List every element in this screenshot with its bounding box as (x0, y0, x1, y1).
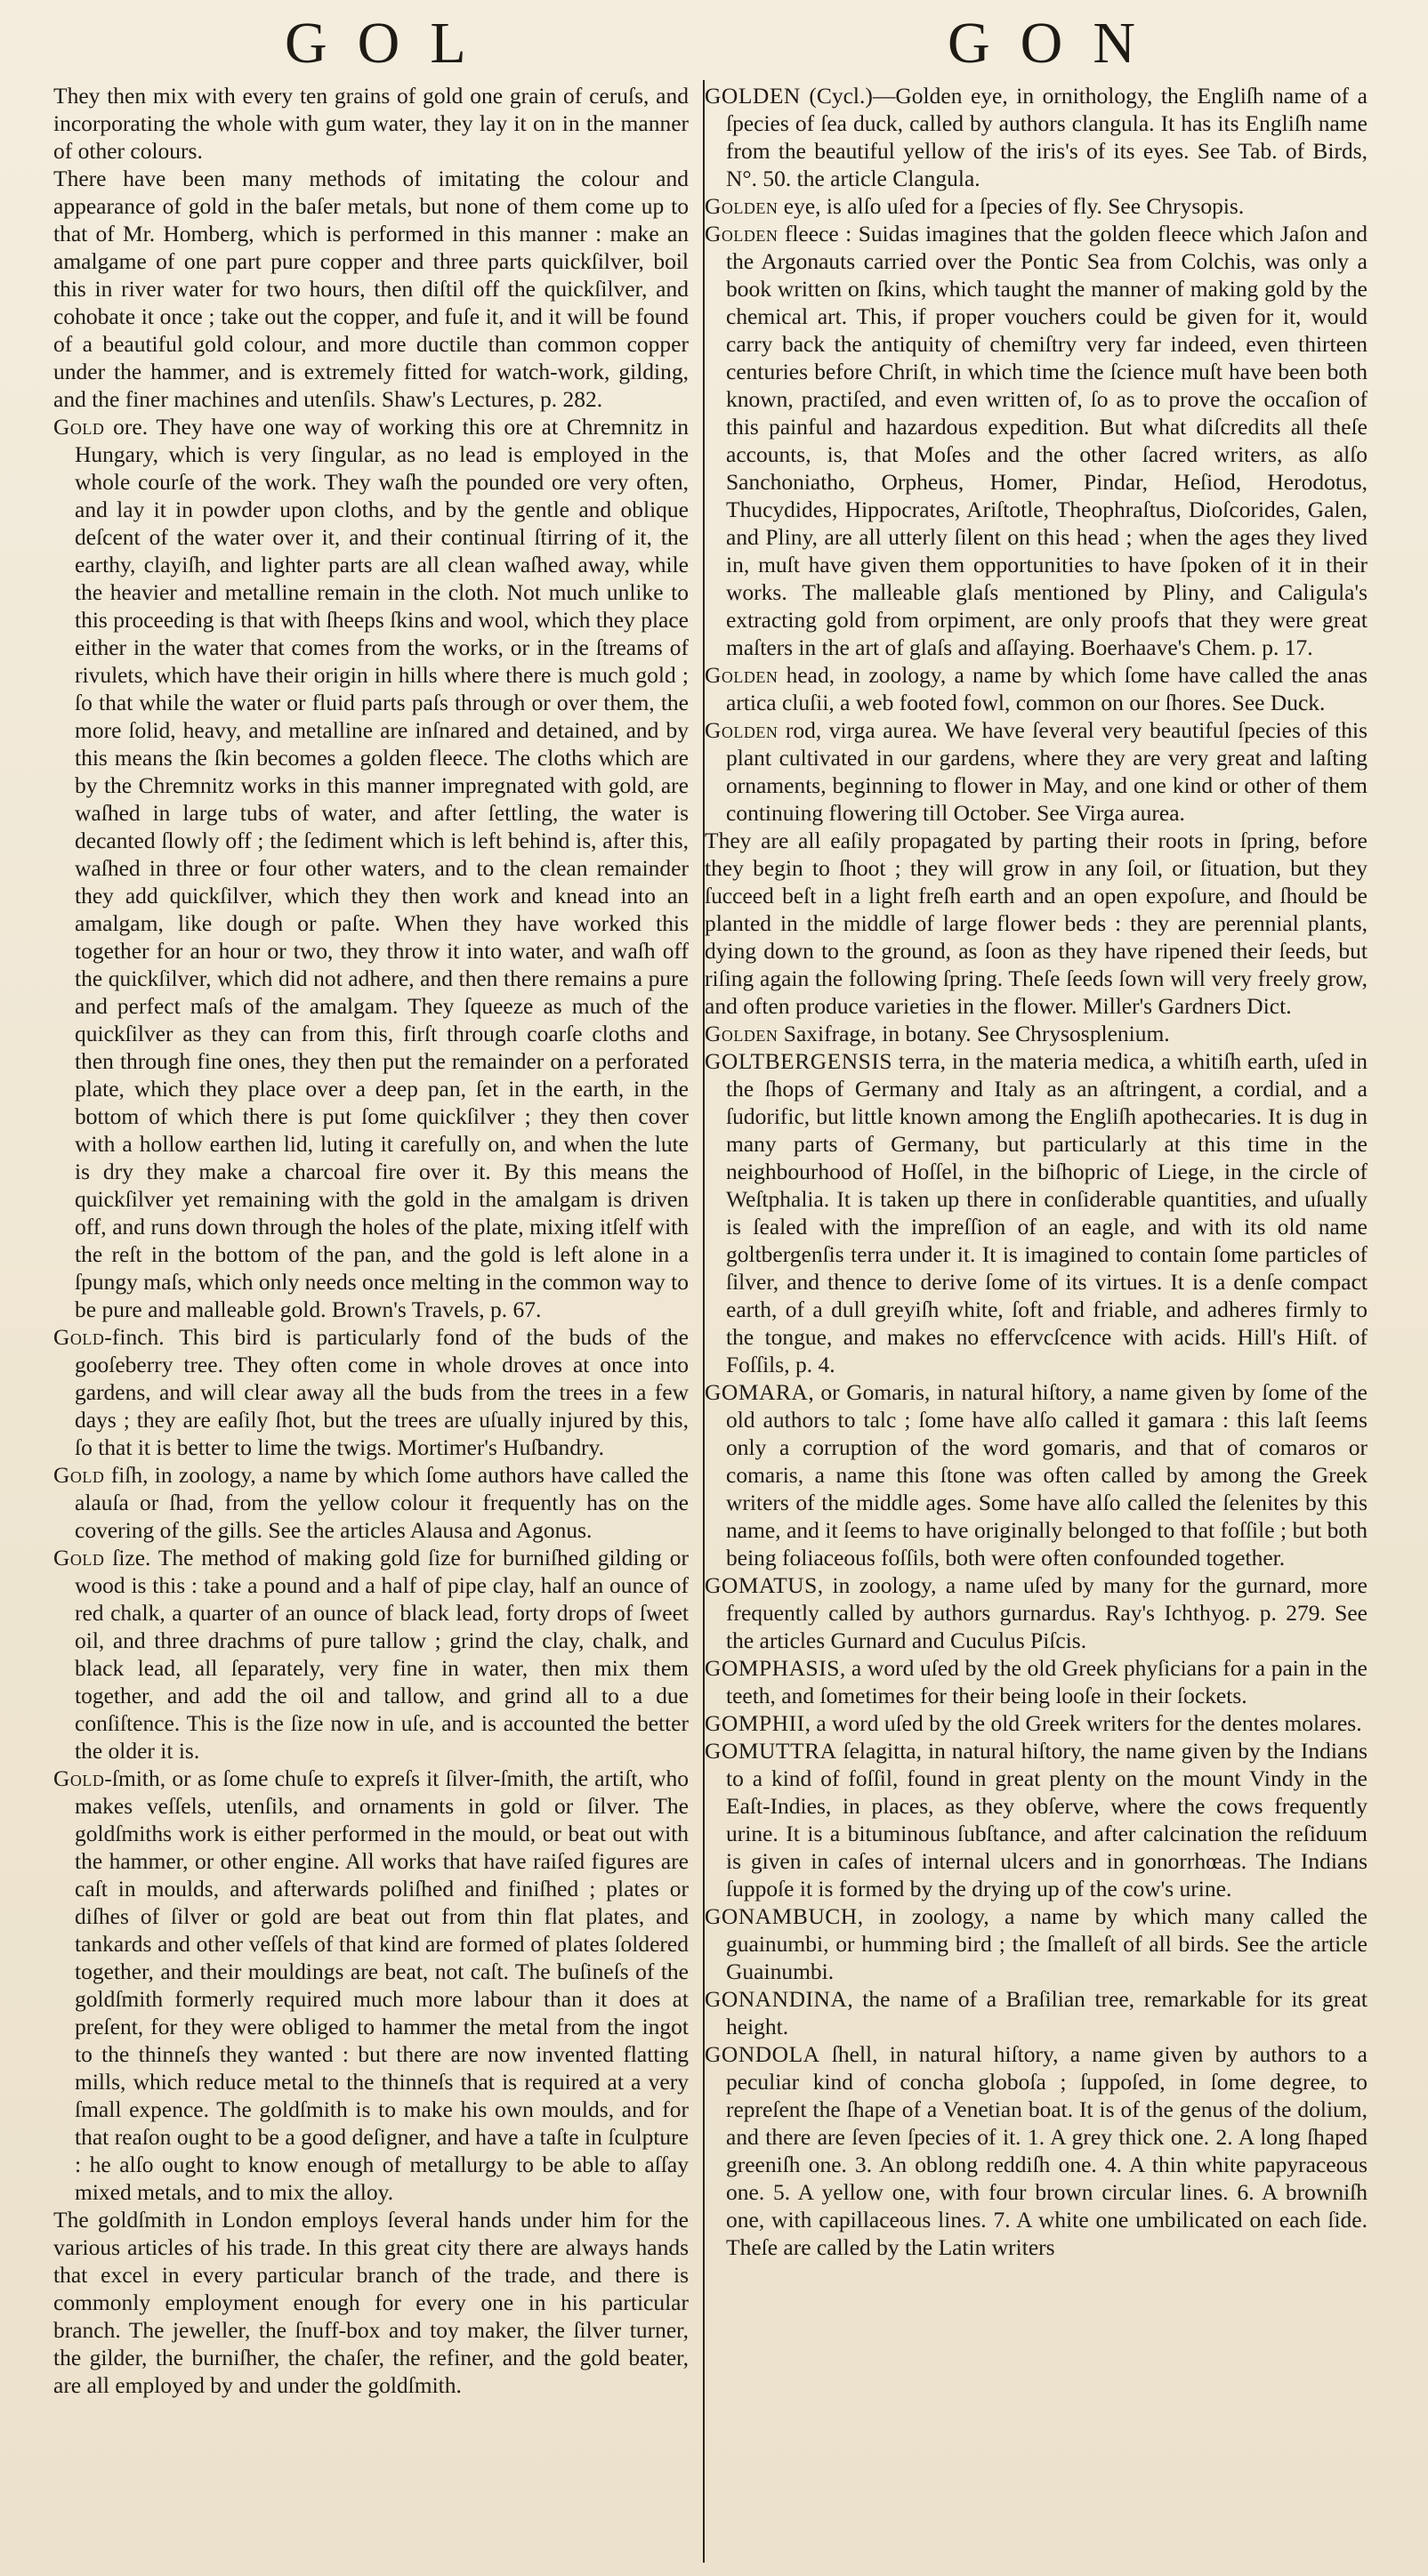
entry-headword: GONAMBUCH (705, 1903, 858, 1929)
entry-headword: GONDOLA (705, 2041, 820, 2067)
entry-text: , a word uſed by the old Greek phyſicians for a pain in the teeth, and ſometimes for their being looſe in their ſockets. (726, 1655, 1367, 1708)
entry-text: terra, in the materia medica, a whitiſh earth, uſed in the ſhops of Germany and Italy as an aſtringent, a cordial, and a ſudorific, but little known among the Engliſh apothecaries. It is dug in many parts of Germany, but particularly at this time in the neighbourhood of Hoſſel, in the biſhopric of Liege, in the circle of Weſtphalia. It is taken up there in conſiderable quantities, and uſually is ſealed with the impreſſion of an eagle, and with its old name goltbergenſis terra under it. It is imagined to contain ſome particles of ſilver, and thence to derive ſome of its virtues. It is a denſe compact earth, of a dull greyiſh white, ſoft and friable, and adheres firmly to the tongue, and makes no effervcſcence with acids. Hill's Hiſt. of Foſſils, p. 4. (726, 1048, 1367, 1377)
entry-headword: Gold (53, 1324, 105, 1350)
entry-text: , or Gomaris, in natural hiſtory, a name given by ſome of the old authors to talc ; ſome have alſo called it gamara : this laſt ſeems only a corruption of the word gomaris, and that of comaros or comaris, a name this ſtone was often called by among the Greek writers of the middle ages. Some have alſo called the ſelenites by this name, and it ſeems to have originally belonged to that foſſile ; but both being foliaceous foſſils, both were often confounded together. (726, 1379, 1367, 1571)
entry-text: , the name of a Braſilian tree, remarkable for its great height. (726, 1986, 1367, 2039)
dictionary-entry (705, 1571, 1367, 1654)
dictionary-entry (705, 1709, 1367, 1737)
entry-text: fleece : Suidas imagines that the golden fleece which Jaſon and the Argonauts carried over the Pontic Sea from Colchis, was only a book written on ſkins, which taught the manner of making gold by the chemical art. This, if proper vouchers could be given for it, would carry back the antiquity of chemiſtry very far indeed, even thirteen centuries before Chriſt, in which time the ſcience muſt have been both known, practiſed, and even written of, ſo as to prove the occaſion of this painful and hazardous expedition. But what diſcredits all theſe accounts, is, that Moſes and the other ſacred writers, as alſo Sanchoniatho, Orpheus, Homer, Pindar, Heſiod, Herodotus, Thucydides, Hippocrates, Ariſtotle, Theophraſtus, Dioſcorides, Galen, and Pliny, are all utterly ſilent on this head ; when the ages they lived in, muſt have given them opportunities to have ſpoken of it in their works. The malleable glaſs mentioned by Pliny, and Caligula's extracting gold from orpiment, are only proofs that they were great maſters in the art of glaſs and aſſaying. Boerhaave's Chem. p. 17. (726, 221, 1367, 660)
dictionary-entry (705, 82, 1367, 192)
right-column (705, 82, 1367, 2261)
running-head-right: GON (948, 11, 1166, 76)
entry-text: head, in zoology, a name by which ſome have called the anas artica cluſii, a web footed fowl, common on our ſhores. See Duck. (726, 662, 1367, 715)
entry-text: -ſmith, or as ſome chuſe to expreſs it ſilver-ſmith, the artiſt, who makes veſſels, utenſils, and ornaments in gold or ſilver. The goldſmiths work is either performed in the mould, or beat out with the hammer, or other engine. All works that have raiſed figures are caſt in moulds, and afterwards poliſhed and finiſhed ; plates or diſhes of ſilver or gold are beat out from thin flat plates, and tankards and other veſſels of that kind are formed of plates ſoldered together, and their mouldings are beat, not caſt. The buſineſs of the goldſmith formerly required much more labour than it does at preſent, for they were obliged to hammer the metal from the ingot to the thinneſs they wanted : but there are now invented flatting mills, which reduce metal to the thinneſs that is required at a very ſmall expence. The goldſmith is to make his own moulds, and for that reaſon ought to be a good deſigner, and have a taſte in ſculpture : he alſo ought to know enough of metallurgy to be able to aſſay mixed metals, and to mix the alloy. (75, 1765, 689, 2205)
dictionary-entry (705, 1378, 1367, 1571)
entry-headword: Golden (705, 221, 779, 246)
entry-text: eye, is alſo uſed for a ſpecies of fly. See Chrysopis. (778, 193, 1245, 219)
entry-text: -finch. This bird is particularly fond of the buds of the gooſeberry tree. They often come in whole droves at once into gardens, and will clear away all the buds from the trees in a few days ; they are eaſily ſhot, but the trees are uſually injured by this, ſo that it is better to lime the twigs. Mortimer's Huſbandry. (75, 1324, 689, 1460)
entry-text: fiſh, in zoology, a name by which ſome authors have called the alauſa or ſhad, from the yellow colour it frequently has on the covering of the gills. See the articles Alausa and Agonus. (75, 1462, 689, 1543)
entry-text: ſize. The method of making gold ſize for burniſhed gilding or wood is this : take a pound and a half of pipe clay, half an ounce of red chalk, a quarter of an ounce of black lead, forty drops of ſweet oil, and three drachms of pure tallow ; grind the clay, chalk, and black lead, all ſeparately, very fine in water, then mix them together, and add the oil and tallow, and grind all to a due conſiſtence. This is the ſize now in uſe, and is accounted the better the older it is. (75, 1545, 689, 1764)
entry-headword: GOLDEN (705, 83, 801, 109)
entry-text: , a word uſed by the old Greek writers for the dentes molares. (804, 1710, 1362, 1736)
dictionary-entry (53, 1544, 689, 1764)
entry-text: , in zoology, a name by which many called the guainumbi, or humming bird ; the ſmalleſt of all birds. See the article Guainumbi. (726, 1903, 1367, 1984)
dictionary-entry (705, 1985, 1367, 2040)
paragraph: There have been many methods of imitating the colour and appearance of gold in the baſer metals, but none of them come up to that of Mr. Homberg, which is performed in this manner : make an amalgame of one part pure copper and three parts quickſilver, boil this in river water for two hours, then diſtil off the quickſilver, and cohobate it once ; take out the copper, and fuſe it, and it will be found of a beautiful gold colour, and more ductile than common copper under the hammer, and is extremely fitted for watch-work, gilding, and the finer machines and utenſils. Shaw's Lectures, p. 282. (53, 166, 689, 412)
entry-text: (Cycl.)—Golden eye, in ornithology, the Engliſh name of a ſpecies of ſea duck, called by authors clangula. It has its Engliſh name from the beautiful yellow of the iris's of its eyes. See Tab. of Birds, N°. 50. the article Clangula. (726, 83, 1367, 191)
dictionary-entry (705, 1654, 1367, 1709)
entry-text: , in zoology, a name uſed by many for the gurnard, more frequently called by authors gurnardus. Ray's Ichthyog. p. 279. See the articles Gurnard and Cuculus Piſcis. (726, 1572, 1367, 1653)
dictionary-entry (705, 716, 1367, 827)
entry-headword: GOMARA (705, 1379, 809, 1405)
entry-text: ſelagitta, in natural hiſtory, the name given by the Indians to a kind of foſſil, found in great plenty on the mount Vindy in the Eaſt-Indies, in places, as they obſerve, where the cows frequently urine. It is a bituminous ſubſtance, and after calcination the reſiduum is given in caſes of internal ulcers and in gonorrhœas. The Indians ſuppoſe it is formed by the drying up of the cow's urine. (726, 1738, 1367, 1902)
dictionary-entry (53, 1323, 689, 1461)
dictionary-entry (53, 1461, 689, 1544)
paragraph: They are all eaſily propagated by parting their roots in ſpring, before they begin to ſhoot ; they will grow in any ſoil, or ſituation, but they ſucceed beſt in a light freſh earth and an open expoſure, and ſhould be planted in the middle of large flower beds : they are perennial plants, dying down to the ground, as ſoon as they have ripened their ſeeds, but riſing again the following ſpring. Theſe ſeeds ſown will very freely grow, and often produce varieties in the flower. Miller's Gardners Dict. (705, 828, 1367, 1019)
paragraph: They then mix with every ten grains of gold one grain of ceruſs, and incorporating the whole with gum water, they lay it on in the manner of other colours. (53, 83, 689, 164)
entry-headword: GONANDINA (705, 1986, 848, 2012)
dictionary-entry (705, 1047, 1367, 1378)
entry-headword: Gold (53, 1462, 105, 1488)
entry-headword: Gold (53, 1765, 105, 1791)
running-head-left: GOL (285, 11, 496, 76)
entry-text: ſhell, in natural hiſtory, a name given by authors to a peculiar kind of concha globoſa ; ſuppoſed, in ſome degree, to repreſent the ſhape of a Venetian boat. It is of the genus of the dolium, and there are ſeven ſpecies of it. 1. A grey thick one. 2. A long ſhaped greeniſh one. 3. An oblong reddiſh one. 4. A thin white papyraceous one. 5. A yellow one, with four brown circular lines. 6. A browniſh one, with capillaceous lines. 7. A white one umbilicated on each ſide. Theſe are called by the Latin writers (726, 2041, 1367, 2260)
paragraph: The goldſmith in London employs ſeveral hands under him for the various articles of his trade. In this great city there are always hands that excel in every particular branch of the trade, and there is commonly employment enough for every one in his particular branch. The jeweller, the ſnuff-box and toy maker, the ſilver turner, the gilder, the burniſher, the chaſer, the refiner, and the gold beater, are all employed by and under the goldſmith. (53, 2207, 689, 2398)
dictionary-entry (705, 661, 1367, 716)
dictionary-entry (705, 192, 1367, 220)
entry-headword: GOMPHASIS (705, 1655, 840, 1681)
dictionary-entry (705, 1737, 1367, 1902)
entry-headword: Golden (705, 1021, 779, 1046)
dictionary-entry (705, 2040, 1367, 2261)
entry-text: rod, virga aurea. We have ſeveral very beautiful ſpecies of this plant cultivated in our gardens, where they are very great and laſting ornaments, beginning to flower in May, and one kind or other of them continuing flowering till October. See Virga aurea. (726, 717, 1367, 826)
entry-headword: Gold (53, 414, 105, 440)
entry-headword: GOMUTTRA (705, 1738, 837, 1764)
entry-headword: GOLTBERGENSIS (705, 1048, 892, 1074)
left-column (53, 82, 689, 2399)
entry-headword: Gold (53, 1545, 105, 1571)
dictionary-entry (705, 1902, 1367, 1985)
entry-headword: Golden (705, 717, 779, 743)
entry-text: ore. They have one way of working this ore at Chremnitz in Hungary, which is very ſingular, as no lead is employed in the whole courſe of the work. They waſh the pounded ore very often, and lay it in powder upon cloths, and by the gentle and oblique deſcent of the water over it, and their continual ſtirring of it, the earthy, clayiſh, and lighter parts are all clean waſhed away, while the heavier and metalline remain in the cloth. Not much unlike to this proceeding is that with ſheeps ſkins and wool, which they place either in the water that comes from the works, or in the ſtreams of rivulets, which have their origin in hills where there is much gold ; ſo that while the water or fluid parts paſs through or over them, the more ſolid, heavy, and metalline are inſnared and detained, and by this means the ſkin becomes a golden fleece. The cloths which are by the Chremnitz works in this manner impregnated with gold, are waſhed in large tubs of water, and after ſettling, the water is decanted ſlowly off ; the ſediment which is left behind is, after this, waſhed in three or four other waters, and to the clean remainder they add quickſilver, which they then work and knead into an amalgam, like dough or paſte. When they have worked this together for an hour or two, they throw it into water, and waſh off the quickſilver, which did not adhere, and then there remains a pure and perfect maſs of the amalgam. They ſqueeze as much of the quickſilver as they can from this, firſt through coarſe cloths and then through fine ones, they then put the remainder on a perforated plate, which they place over a deep pan, ſet in the earth, in the bottom of which there is put ſome quickſilver ; they then cover with a hollow earthen lid, luting it carefully on, and when the lute is dry they make a charcoal fire over it. By this means the quickſilver yet remaining with the gold in the amalgam is driven off, and runs down through the holes of the plate, mixing itſelf with the reſt in the bottom of the pan, and the gold is left alone in a ſpungy maſs, which only needs once melting in the common way to be pure and malleable gold. Brown's Travels, p. 67. (75, 414, 689, 1322)
entry-headword: GOMATUS (705, 1572, 818, 1598)
dictionary-entry (53, 1764, 689, 2206)
entry-headword: GOMPHII (705, 1710, 805, 1736)
entry-text: Saxifrage, in botany. See Chrysosplenium. (778, 1021, 1170, 1046)
dictionary-entry (705, 1020, 1367, 1047)
entry-headword: Golden (705, 662, 779, 688)
dictionary-entry (53, 413, 689, 1323)
dictionary-entry (705, 220, 1367, 661)
entry-headword: Golden (705, 193, 779, 219)
